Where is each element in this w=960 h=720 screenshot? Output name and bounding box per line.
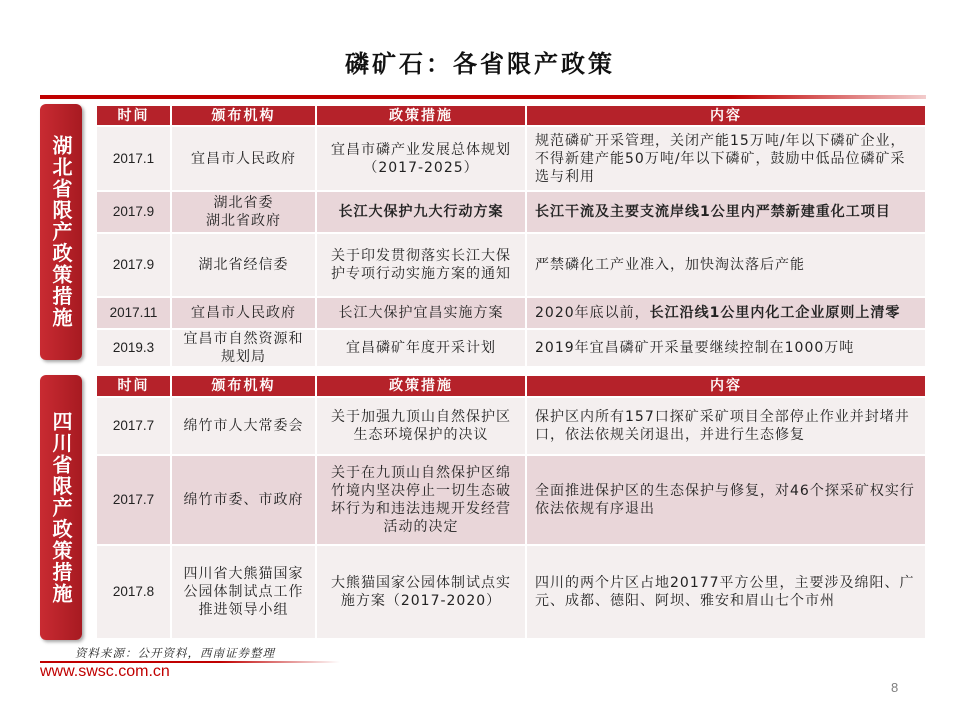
cell-agency: 湖北省委 湖北省政府 (171, 191, 316, 233)
policy-table-hubei (95, 104, 927, 368)
table-row (96, 191, 926, 233)
cell-policy: 关于印发贯彻落实长江大保护专项行动实施方案的通知 (316, 233, 526, 297)
header-time: 时间 (96, 105, 171, 126)
source-note: 资料来源：公开资料，西南证券整理 (75, 646, 275, 660)
header-policy: 政策措施 (316, 105, 526, 126)
header-agency: 颁布机构 (171, 105, 316, 126)
cell-agency: 绵竹市委、市政府 (171, 455, 316, 545)
province-label-hubei (40, 104, 82, 360)
cell-agency: 宜昌市人民政府 (171, 126, 316, 191)
table-row (96, 545, 926, 639)
table-row (96, 126, 926, 191)
cell-agency: 宜昌市人民政府 (171, 297, 316, 329)
table-row (96, 455, 926, 545)
cell-time: 2017.7 (96, 455, 171, 545)
cell-policy: 大熊猫国家公园体制试点实施方案（2017-2020） (316, 545, 526, 639)
cell-policy: 长江大保护九大行动方案 (316, 191, 526, 233)
cell-content: 规范磷矿开采管理，关闭产能15万吨/年以下磷矿企业，不得新建产能50万吨/年以下磷矿，鼓励中低品位磷矿采选与利用 (526, 126, 926, 191)
cell-time: 2017.9 (96, 191, 171, 233)
cell-agency: 绵竹市人大常委会 (171, 397, 316, 455)
cell-policy: 宜昌市磷产业发展总体规划（2017-2025） (316, 126, 526, 191)
cell-time: 2017.11 (96, 297, 171, 329)
table-row (96, 297, 926, 329)
website-url: www.swsc.com.cn (40, 663, 170, 680)
header-content: 内容 (526, 105, 926, 126)
province-label-sichuan (40, 375, 82, 640)
cell-time: 2019.3 (96, 329, 171, 367)
page-number: 8 (891, 680, 899, 695)
content-text: 2020年底以前， (535, 305, 650, 321)
cell-policy: 长江大保护宜昌实施方案 (316, 297, 526, 329)
cell-content: 2019年宜昌磷矿开采量要继续控制在1000万吨 (526, 329, 926, 367)
cell-content: 全面推进保护区的生态保护与修复，对46个探采矿权实行依法依规有序退出 (526, 455, 926, 545)
table-row (96, 397, 926, 455)
page-title: 磷矿石：各省限产政策 (345, 50, 615, 78)
cell-content: 四川的两个片区占地20177平方公里，主要涉及绵阳、广元、成都、德阳、阿坝、雅安和眉山七个市州 (526, 545, 926, 639)
province-label-text: 湖北省限产政策措施 (49, 135, 73, 329)
cell-policy: 宜昌磷矿年度开采计划 (316, 329, 526, 367)
content-emphasis: 长江沿线1公里内化工企业原则上清零 (649, 305, 901, 321)
table-row (96, 329, 926, 367)
header-agency: 颁布机构 (171, 375, 316, 397)
table-header-row (96, 375, 926, 397)
cell-time: 2017.1 (96, 126, 171, 191)
cell-agency: 宜昌市自然资源和规划局 (171, 329, 316, 367)
header-time: 时间 (96, 375, 171, 397)
cell-content (526, 297, 926, 329)
cell-content: 严禁磷化工产业准入，加快淘汰落后产能 (526, 233, 926, 297)
table-row (96, 233, 926, 297)
header-policy: 政策措施 (316, 375, 526, 397)
cell-time: 2017.7 (96, 397, 171, 455)
cell-agency: 四川省大熊猫国家公园体制试点工作推进领导小组 (171, 545, 316, 639)
policy-table-sichuan (95, 374, 927, 640)
cell-content: 保护区内所有157口探矿采矿项目全部停止作业并封堵井口，依法依规关闭退出，并进行生态修复 (526, 397, 926, 455)
cell-agency: 湖北省经信委 (171, 233, 316, 297)
cell-policy: 关于在九顶山自然保护区绵竹境内坚决停止一切生态破坏行为和违法违规开发经营活动的决定 (316, 455, 526, 545)
province-label-text: 四川省限产政策措施 (49, 410, 73, 605)
header-content: 内容 (526, 375, 926, 397)
cell-policy: 关于加强九顶山自然保护区生态环境保护的决议 (316, 397, 526, 455)
table-header-row (96, 105, 926, 126)
cell-time: 2017.9 (96, 233, 171, 297)
title-divider (40, 95, 926, 99)
cell-content: 长江干流及主要支流岸线1公里内严禁新建重化工项目 (526, 191, 926, 233)
cell-time: 2017.8 (96, 545, 171, 639)
